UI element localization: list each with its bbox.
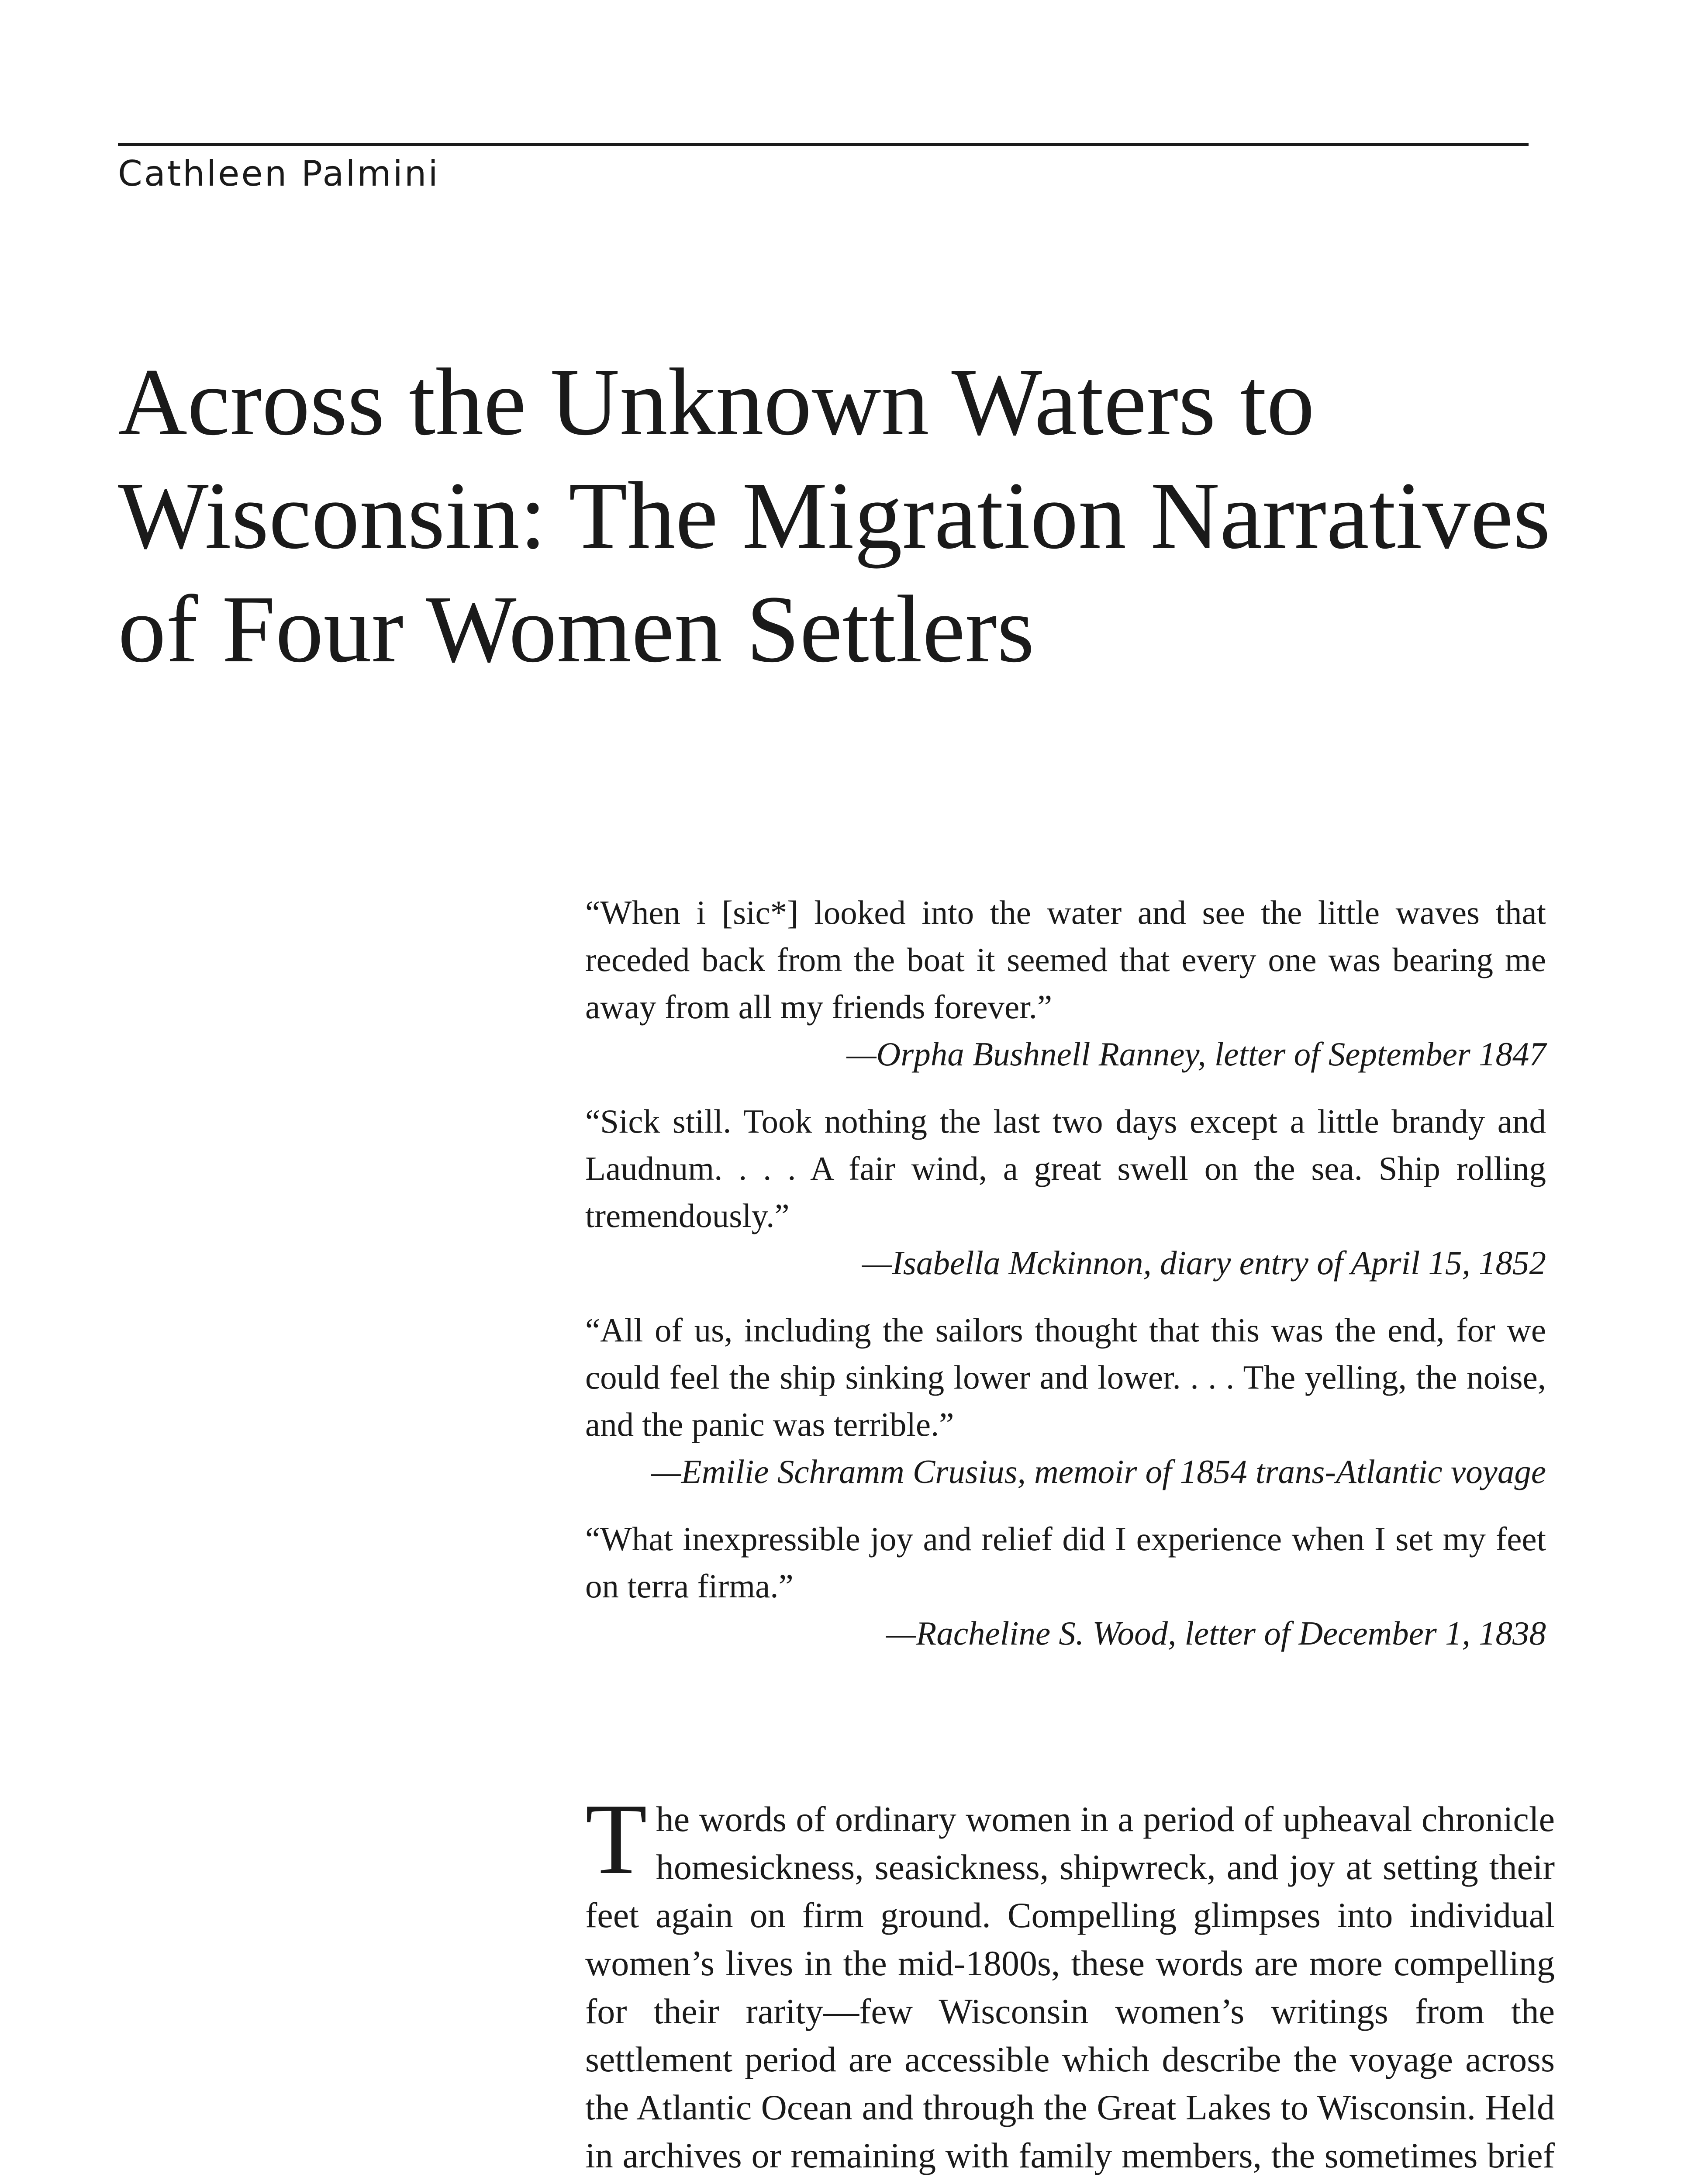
epigraph bbox=[585, 1098, 1546, 1286]
body-paragraph-text: he words of ordinary women in a period of upheaval chronicle homesickness, seasickness, shipwreck, and joy at setting their feet again on firm ground. Compelling glimpses into individual women’s lives in the mid-1800s, these words are more compelling for their rarity—few Wisconsin women’s writings from the settlement period are accessible which describe the voyage across the Atlantic Ocean and through the Great Lakes to Wisconsin. Held in archives or remaining with family members, the sometimes brief bbox=[585, 1799, 1555, 2175]
title-line: Across the Unknown Waters to bbox=[118, 349, 1315, 455]
epigraph-attribution: —Racheline S. Wood, letter of December 1, 1838 bbox=[886, 1614, 1546, 1652]
epigraphs bbox=[585, 889, 1546, 1677]
epigraph-quote: “When i [sic*] looked into the water and see the little waves that receded back from the boat it seemed that every one was bearing me away from all my friends forever.” bbox=[585, 894, 1546, 1026]
body-paragraph bbox=[585, 1783, 1555, 2184]
epigraph-quote: “What inexpressible joy and relief did I experience when I set my feet on terra firma.” bbox=[585, 1520, 1546, 1605]
epigraph-attribution: —Isabella Mckinnon, diary entry of April 15, 1852 bbox=[862, 1244, 1546, 1282]
header-rule bbox=[118, 143, 1529, 146]
title-line: of Four Women Settlers bbox=[118, 576, 1035, 682]
epigraph bbox=[585, 1306, 1546, 1495]
title-line: Wisconsin: The Migration Narratives bbox=[118, 462, 1551, 569]
epigraph bbox=[585, 1515, 1546, 1657]
article-title bbox=[118, 345, 1572, 686]
drop-cap: T bbox=[585, 1783, 647, 1895]
epigraph-attribution: —Orpha Bushnell Ranney, letter of September 1847 bbox=[846, 1035, 1546, 1073]
epigraph-quote: “Sick still. Took nothing the last two days except a little brandy and Laudnum. . . . A fair wind, a great swell on the sea. Ship rolling tremendously.” bbox=[585, 1102, 1546, 1234]
epigraph-quote: “All of us, including the sailors thought that this was the end, for we could feel the ship sinking lower and lower. . . . The yelling, the noise, and the panic was terrible.” bbox=[585, 1311, 1546, 1443]
author-name: Cathleen Palmini bbox=[118, 153, 440, 194]
epigraph bbox=[585, 889, 1546, 1078]
epigraph-attribution: —Emilie Schramm Crusius, memoir of 1854 trans-Atlantic voyage bbox=[651, 1453, 1546, 1490]
